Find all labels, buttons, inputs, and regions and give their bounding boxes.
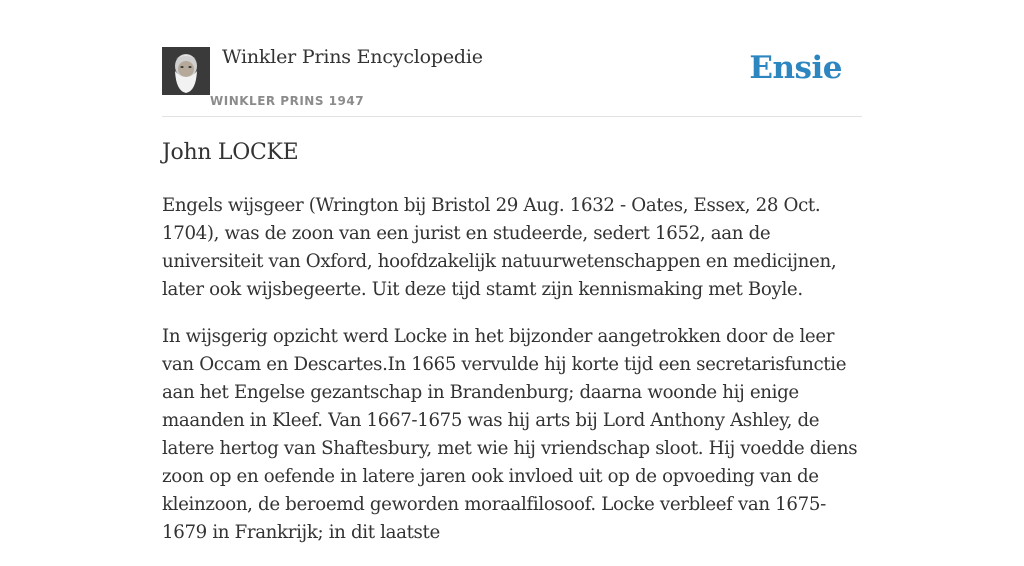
site-subtitle[interactable]: WINKLER PRINS 1947 [210,94,365,108]
site-header [162,0,862,117]
site-name[interactable]: Winkler Prins Encyclopedie [222,46,483,68]
avatar[interactable] [162,47,210,95]
article-title: John LOCKE [162,140,299,165]
brand-logo[interactable]: Ensie [749,50,842,86]
article-paragraph: Engels wijsgeer (Wrington bij Bristol 29 Aug. 1632 - Oates, Essex, 28 Oct. 1704), was de zoon van een jurist en studeerde, sedert 1652, aan de universiteit van Oxford, hoofdzakelijk natuurwetenschappen en medicijnen, later ook wijsbegeerte. Uit deze tijd stamt zijn kennismaking met Boyle. [162,195,837,300]
article-paragraph: In wijsgerig opzicht werd Locke in het bijzonder aangetrokken door de leer van Occam en Descartes.In 1665 vervulde hij korte tijd een secretarisfunctie aan het Engelse gezantschap in Brandenburg; daarna woonde hij enige maanden in Kleef. Van 1667-1675 was hij arts bij Lord Anthony Ashley, de latere hertog van Shaftesbury, met wie hij vriendschap sloot. Hij voedde diens zoon op en oefende in latere jaren ook invloed uit op de opvoeding van de kleinzoon, de beroemd geworden moraalfilosoof. Locke verbleef van 1675-1679 in Frankrijk; in dit laatste [162,326,858,543]
page [162,0,862,543]
article-body [162,192,867,566]
bearded-man-portrait-icon [162,47,210,95]
